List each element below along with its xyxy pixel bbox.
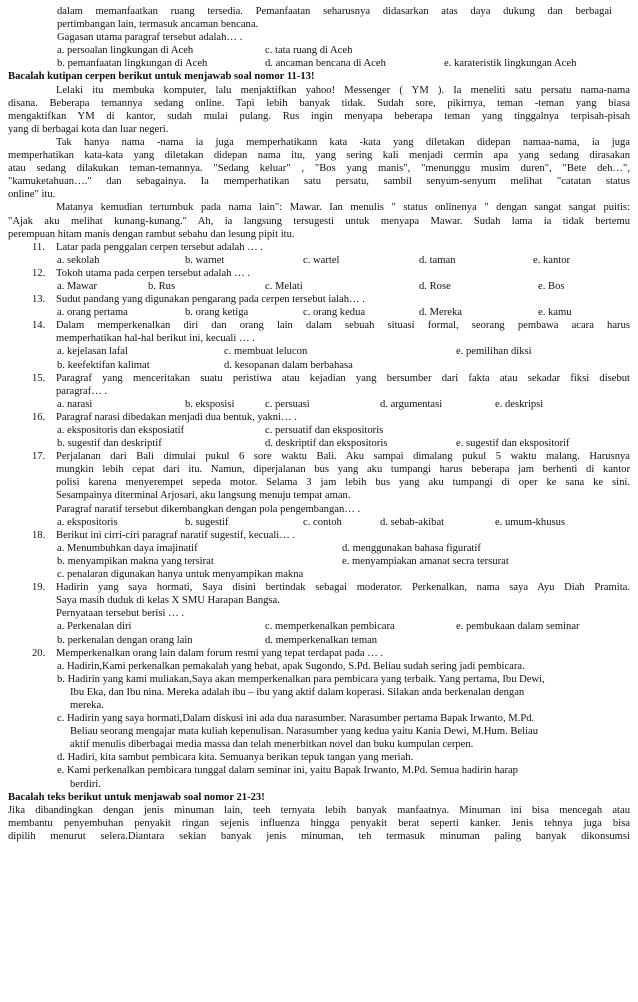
passage-line: Hadirin yang saya hormati, Saya disini bertindak sebagai moderator. Perkenalkan, nama saya Ayu Diah Pramita. — [56, 582, 630, 594]
option-c: c. persuasi — [265, 398, 310, 410]
option-c: c. memperkenalkan pembicara — [265, 621, 395, 633]
passage-line: Tak hanya nama -nama ia juga memperhatikann kata -kata yang diletakan didepan namaa-nama, ia juga — [56, 136, 630, 148]
option-d: d. Rose — [419, 280, 451, 292]
option-c: c. membuat lelucon — [224, 346, 308, 358]
option-d: d. memperkenalkan teman — [265, 634, 378, 646]
passage-line: pertimbangan lain, termasuk ancaman bencana. — [57, 19, 259, 31]
question-number: 20. — [32, 647, 46, 659]
option-d: d. menggunakan bahasa figuratif — [342, 542, 481, 554]
option-b: b. sugestif — [185, 516, 229, 528]
option-row — [0, 306, 638, 319]
option-d: d. Mereka — [419, 307, 462, 319]
option-c: c. tata ruang di Aceh — [265, 45, 353, 57]
option-c: c. contoh — [303, 516, 342, 528]
passage-line: atau sedang dilakukan teman-temannya. "Sedang keluar" , "Bos yang manis", "menunggu musim duren", "Bete deh…", — [8, 163, 630, 175]
question-text: memperhatikan hal-hal berikut ini, kecuali … . — [56, 333, 255, 345]
option-e: e. Kami perkenalkan pembicara tunggal dalam seminar ini, yaitu Bapak Irwanto, M.Pd. Semua hadirin harap — [57, 765, 518, 777]
option-d: d. Hadiri, kita sambut pembicara kita. Semuanya berikan tepuk tangan yang meriah. — [57, 752, 414, 764]
option-c: c. penalaran digunakan hanya untuk menyampikan makna — [57, 569, 304, 581]
option-b: b. perkenalan dengan orang lain — [57, 634, 193, 646]
option-c: c. Hadirin yang saya hormati,Dalam diskusi ini ada dua narasumber. Narasumber pertama Bapak Irwanto, M.Pd. — [57, 713, 535, 725]
section-heading: Bacalah teks berikut untuk menjawab soal nomor 21-23! — [8, 791, 265, 803]
question-text: Paragraf yang menceritakan suatu peristiwa atau kejadian yang bersumber dari fakta atau sekadar fiksi disebut — [56, 372, 630, 384]
option-b: b. Rus — [148, 280, 176, 292]
option-b: b. pemanfaatan lingkungan di Aceh — [57, 58, 208, 70]
option-a: a. orang pertama — [57, 307, 128, 319]
option-b: b. menyampikan makna yang tersirat — [57, 555, 214, 567]
option-row — [0, 280, 638, 293]
option-b: b. orang ketiga — [185, 307, 249, 319]
passage-line: online" itu. — [8, 189, 56, 201]
option-row — [0, 542, 638, 555]
option-d: d. sebab-akibat — [380, 516, 445, 528]
option-b: b. Hadirin yang kami muliakan,Saya akan memperkenalkan para pembicara yang terbaik. Yang pertama, Ibu Dewi, — [57, 673, 545, 685]
option-e-cont: berdiri. — [70, 778, 101, 790]
question-number: 17. — [32, 451, 46, 463]
passage-line: Jika dibandingkan dengan jenis minuman lain, teeh ternyata lebih banyak manfaatnya. Minuman ini bisa mencegah atau — [8, 804, 630, 816]
option-e: e. deskripsi — [495, 398, 544, 410]
option-e: e. pemilihan diksi — [456, 346, 532, 358]
option-b-cont: Ibu Eka, dan Ibu nina. Mereka adalah ibu – ibu yang aktif dalam koperasi. Silakan anda berkenalan dengan — [70, 686, 525, 698]
question-number: 19. — [32, 582, 46, 594]
option-row — [0, 516, 638, 529]
question-number: 16. — [32, 411, 46, 423]
option-e: e. pembukaan dalam seminar — [456, 621, 580, 633]
option-e: e. menyampiakan amanat secra tersurat — [342, 555, 509, 567]
question-number: 12. — [32, 267, 46, 279]
question-text: Latar pada penggalan cerpen tersebut adalah … . — [56, 241, 264, 253]
option-e: e. umum-khusus — [495, 516, 566, 528]
question-text: Sudut pandang yang digunakan pengarang pada cerpen tersebut ialah… . — [56, 294, 365, 306]
question-number: 13. — [32, 294, 46, 306]
question-number: 11. — [32, 241, 45, 253]
passage-line: dalam memanfaatkan ruang tersedia. Pemanfaatan seharusnya didasarkan atas daya dukung dan berbagai — [57, 6, 612, 17]
passage-line: Sesampainya diterminal Arjosari, aku langsung menuju tempat aman. — [56, 490, 351, 502]
passage-line: yang di berbagai kota dan luar negeri. — [8, 123, 169, 135]
question-text: Tokoh utama pada cerpen tersebut adalah … . — [56, 267, 250, 279]
passage-line: dipilih menurut selera.Diantara sekian banyak jenis minuman, teh termasuk minuman paling banyak dikonsumsi — [8, 830, 630, 842]
option-c: c. wartel — [303, 254, 340, 266]
option-e: e. sugestif dan ekspositorif — [456, 438, 570, 450]
option-row — [0, 254, 638, 267]
passage-line: mengaktifkan YM di kantor, sudah mulai pulang. Rus ingin menyapa beberapa teman yang tinggalnya terpisah-pisah — [8, 110, 630, 122]
option-row — [0, 398, 638, 411]
question-number: 14. — [32, 320, 46, 332]
question-text: Paragraf narasi dibedakan menjadi dua bentuk, yakni… . — [56, 411, 297, 423]
passage-line: polisi karena menyerempet sepeda motor. Selama 3 jam lebih bus yang aku tumpangi di oper ke sana ke sini. — [56, 477, 630, 489]
passage-line: mungkin lebih cepat dari itu. Namun, diperjalanan bus yang aku tumpangi harus beberapa jam berhenti di kantor — [56, 464, 630, 476]
question-text: paragraf… . — [56, 385, 108, 397]
option-a: a. ekspositoris dan eksposiatif — [57, 425, 185, 436]
question-text: Paragraf naratif tersebut dikembangkan dengan pola pengembangan… . — [56, 503, 361, 515]
option-a: a. Hadirin,Kami perkenalkan pemakalah yang hebat, apak Sugondo, S.Pd. Beliau sudah sering jadi pembicara. — [57, 660, 525, 672]
question-16 — [0, 411, 638, 424]
option-d: d. deskriptif dan ekspositoris — [265, 438, 388, 450]
passage-line: "Ajak aku melihat kunang-kunang." Ah, ia langsung tersugesti untuk menyapa Mawar. Sudah lama ia tidak bertemu — [8, 215, 630, 227]
option-row — [0, 345, 638, 358]
option-d: d. ancaman bencana di Aceh — [265, 58, 386, 70]
question-18 — [0, 529, 638, 542]
passage-line: membantu penyembuhan penyakit ringan sejenis influenza hingga penyakit berat seperti kanker. Jenis tehnya juga bisa — [8, 817, 630, 829]
option-d: d. taman — [419, 254, 456, 266]
option-b: b. warnet — [185, 254, 225, 266]
question-number: 18. — [32, 529, 46, 541]
option-a: a. sekolah — [57, 254, 100, 266]
option-c-cont: Beliau seorang mengajar mata kuliah kepenulisan. Narasumber yang kedua yaitu Kania Dewi, M.Hum. Beliau — [70, 726, 539, 738]
question-text: Memperkenalkan orang lain dalam forum resmi yang tepat terdapat pada … . — [56, 647, 384, 659]
option-row — [0, 620, 638, 633]
option-b-cont: mereka. — [70, 699, 104, 711]
option-row — [0, 555, 638, 568]
option-row — [0, 44, 638, 57]
passage-line: disana. Beberapa temannya sedang online. Tapi lebih banyak tidak. Sudah sore, pikirnya, teman -teman yang biasa — [8, 97, 630, 109]
option-b: b. eksposisi — [185, 398, 235, 410]
option-a: a. ekspositoris — [57, 516, 118, 528]
passage-line: perempuan hitam manis dengan rambut sebahu dan lesung pipit itu. — [8, 228, 295, 240]
option-row — [0, 424, 638, 437]
question-text: Gagasan utama paragraf tersebut adalah… . — [57, 32, 243, 44]
option-a: a. Perkenalan diri — [57, 621, 132, 633]
option-c: c. persuatif dan ekspositoris — [265, 425, 384, 436]
option-b: b. sugestif dan deskriptif — [57, 438, 162, 450]
question-13 — [0, 293, 638, 306]
question-text: Pernyataan tersebut berisi … . — [56, 608, 184, 620]
passage-line: Matanya kemudian tertumbuk pada nama lain": Mawar. Ian menulis " status onlinenya " dengan sangat sangat puitis: — [56, 202, 630, 214]
question-19 — [0, 581, 638, 594]
question-number: 15. — [32, 372, 46, 384]
option-d: d. kesopanan dalam berbahasa — [224, 359, 353, 371]
question-text: Dalam memperkenalkan diri dan orang lain dalam sebuah situasi formal, seorang pembawa acara harus — [56, 320, 630, 332]
option-c-cont: aktif menulis diberbagai media massa dan telah menerbitkan novel dan buku kumpulan cerpen. — [70, 739, 474, 751]
option-a: a. kejelasan lafal — [57, 346, 128, 358]
option-d: d. argumentasi — [380, 398, 443, 410]
section-heading: Bacalah kutipan cerpen berikut untuk menjawab soal nomor 11-13! — [8, 71, 315, 83]
option-row — [0, 57, 638, 70]
option-b: b. keefektifan kalimat — [57, 359, 150, 371]
passage-line: memperhatikan kata-kata yang diletakan didepan nama itu, yang sering kali menjadi cermin apa yang sedang dirasakan — [8, 150, 630, 162]
option-row — [0, 568, 638, 581]
option-row — [0, 359, 638, 372]
option-e: e. kantor — [533, 254, 571, 266]
question-17 — [0, 450, 638, 463]
option-row — [0, 634, 638, 647]
passage-line: Perjalanan dari Bali dimulai pukul 6 sore waktu Bali. Aku sampai dimalang pukul 5 waktu malang. Harusnya — [56, 451, 630, 463]
option-e: e. Bos — [538, 280, 565, 292]
question-12 — [0, 267, 638, 280]
question-15 — [0, 372, 638, 385]
question-14 — [0, 319, 638, 332]
option-a: a. Mawar — [57, 280, 98, 292]
option-e: e. kamu — [538, 307, 572, 319]
option-a: a. persoalan lingkungan di Aceh — [57, 45, 194, 57]
option-e: e. karateristik lingkungan Aceh — [444, 58, 577, 70]
option-c: c. Melati — [265, 280, 303, 292]
passage-line: "kamuketahuan…." dan sebagainya. Ia memperhatikan satu persatu, sambil senyum-senyum melihat "catatan status — [8, 176, 630, 188]
option-c: c. orang kedua — [303, 307, 366, 319]
option-a: a. Menumbuhkan daya imajinatif — [57, 542, 198, 554]
option-a: a. narasi — [57, 398, 93, 410]
passage-line: Lelaki itu membuka komputer, lalu menjaktifkan yahoo! Messenger ( YM ). Ia meneliti satu persatu nama-nama — [56, 84, 630, 96]
passage-line: Saya masih duduk di kelas X SMU Harapan Bangsa. — [56, 595, 280, 607]
question-20 — [0, 647, 638, 660]
option-row — [0, 437, 638, 450]
question-11 — [0, 241, 638, 254]
question-text: Berikut ini cirri-ciri paragraf naratif sugestif, kecuali… . — [56, 529, 296, 541]
